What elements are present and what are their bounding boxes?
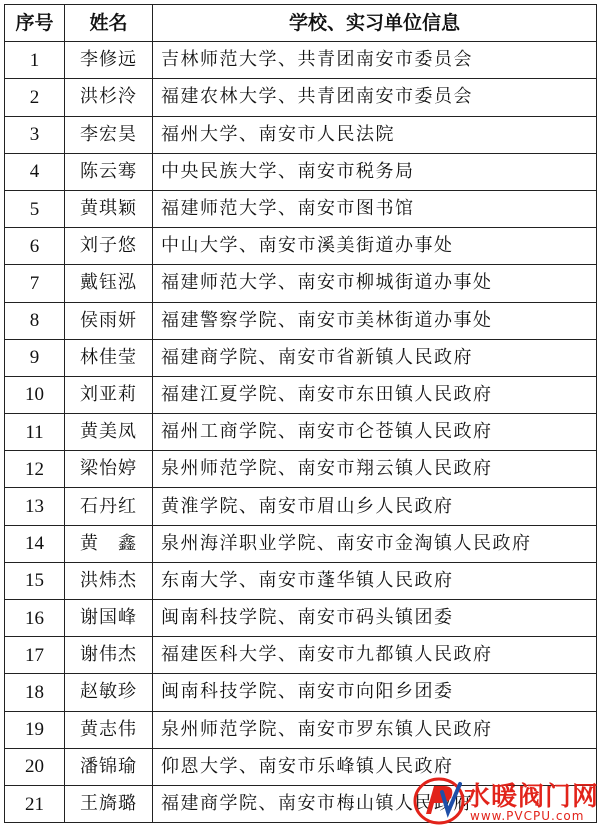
row-info: 泉州师范学院、南安市罗东镇人民政府 xyxy=(153,711,597,748)
pv-logo-icon xyxy=(412,774,466,826)
row-number: 19 xyxy=(5,711,65,748)
document-page xyxy=(4,4,596,823)
row-name: 王旖璐 xyxy=(65,785,153,822)
row-info: 福建医科大学、南安市九都镇人民政府 xyxy=(153,637,597,674)
table-row xyxy=(5,302,597,339)
table-row xyxy=(5,190,597,227)
row-number: 5 xyxy=(5,190,65,227)
row-info: 福建商学院、南安市梅山镇人民政府 xyxy=(153,785,597,822)
watermark xyxy=(412,772,598,828)
row-name: 潘锦瑜 xyxy=(65,748,153,785)
row-name: 刘子悠 xyxy=(65,228,153,265)
row-name: 谢国峰 xyxy=(65,600,153,637)
row-info: 福建商学院、南安市省新镇人民政府 xyxy=(153,339,597,376)
row-info: 闽南科技学院、南安市向阳乡团委 xyxy=(153,674,597,711)
row-name: 赵敏珍 xyxy=(65,674,153,711)
row-number: 2 xyxy=(5,79,65,116)
row-info: 中山大学、南安市溪美街道办事处 xyxy=(153,228,597,265)
row-name: 洪杉泠 xyxy=(65,79,153,116)
table-body xyxy=(5,42,600,823)
row-number: 1 xyxy=(5,42,65,79)
row-number: 16 xyxy=(5,600,65,637)
row-name: 洪炜杰 xyxy=(65,562,153,599)
row-name: 石丹红 xyxy=(65,488,153,525)
table-row xyxy=(5,116,597,153)
table-row xyxy=(5,79,597,116)
row-info: 福州工商学院、南安市仑苍镇人民政府 xyxy=(153,414,597,451)
row-name: 李修远 xyxy=(65,42,153,79)
row-number: 18 xyxy=(5,674,65,711)
row-name: 黄志伟 xyxy=(65,711,153,748)
row-info: 泉州师范学院、南安市翔云镇人民政府 xyxy=(153,451,597,488)
row-number: 20 xyxy=(5,748,65,785)
row-name: 陈云骞 xyxy=(65,153,153,190)
row-number: 17 xyxy=(5,637,65,674)
row-info: 福州大学、南安市人民法院 xyxy=(153,116,597,153)
row-name: 黄美凤 xyxy=(65,414,153,451)
row-name: 戴钰泓 xyxy=(65,265,153,302)
table-row xyxy=(5,414,597,451)
intern-table xyxy=(4,4,600,823)
row-info: 福建师范大学、南安市柳城街道办事处 xyxy=(153,265,597,302)
row-number: 3 xyxy=(5,116,65,153)
row-number: 10 xyxy=(5,376,65,413)
table-row xyxy=(5,525,597,562)
row-info: 福建农林大学、共青团南安市委员会 xyxy=(153,79,597,116)
row-info: 福建警察学院、南安市美林街道办事处 xyxy=(153,302,597,339)
watermark-url: www.PVCPU.com xyxy=(470,809,585,823)
row-number: 6 xyxy=(5,228,65,265)
row-number: 9 xyxy=(5,339,65,376)
table-row xyxy=(5,674,597,711)
row-name: 李宏昊 xyxy=(65,116,153,153)
row-name: 黄琪颖 xyxy=(65,190,153,227)
row-number: 8 xyxy=(5,302,65,339)
row-info: 福建师范大学、南安市图书馆 xyxy=(153,190,597,227)
row-info: 吉林师范大学、共青团南安市委员会 xyxy=(153,42,597,79)
table-row xyxy=(5,339,597,376)
row-number: 4 xyxy=(5,153,65,190)
table-row xyxy=(5,153,597,190)
table-row xyxy=(5,562,597,599)
row-info: 泉州海洋职业学院、南安市金淘镇人民政府 xyxy=(153,525,597,562)
row-info: 福建江夏学院、南安市东田镇人民政府 xyxy=(153,376,597,413)
row-name: 刘亚莉 xyxy=(65,376,153,413)
row-info: 闽南科技学院、南安市码头镇团委 xyxy=(153,600,597,637)
row-name: 谢伟杰 xyxy=(65,637,153,674)
row-name: 林佳莹 xyxy=(65,339,153,376)
row-number: 21 xyxy=(5,785,65,822)
row-info: 黄淮学院、南安市眉山乡人民政府 xyxy=(153,488,597,525)
table-row xyxy=(5,42,597,79)
header-no: 序号 xyxy=(5,5,65,42)
table-row xyxy=(5,376,597,413)
row-number: 11 xyxy=(5,414,65,451)
table-row xyxy=(5,637,597,674)
row-name: 梁怡婷 xyxy=(65,451,153,488)
row-name: 侯雨妍 xyxy=(65,302,153,339)
table-row xyxy=(5,600,597,637)
table-row xyxy=(5,451,597,488)
row-number: 13 xyxy=(5,488,65,525)
row-number: 12 xyxy=(5,451,65,488)
table-row xyxy=(5,488,597,525)
row-number: 7 xyxy=(5,265,65,302)
row-name: 黄 鑫 xyxy=(65,525,153,562)
table-row xyxy=(5,228,597,265)
row-number: 15 xyxy=(5,562,65,599)
header-name: 姓名 xyxy=(65,5,153,42)
row-info: 仰恩大学、南安市乐峰镇人民政府 xyxy=(153,748,597,785)
row-info: 中央民族大学、南安市税务局 xyxy=(153,153,597,190)
table-row xyxy=(5,265,597,302)
table-row xyxy=(5,711,597,748)
row-number: 14 xyxy=(5,525,65,562)
row-info: 东南大学、南安市蓬华镇人民政府 xyxy=(153,562,597,599)
watermark-title: 水暖阀门网 xyxy=(464,782,600,812)
header-info: 学校、实习单位信息 xyxy=(153,5,597,42)
table-header-row xyxy=(5,5,597,42)
